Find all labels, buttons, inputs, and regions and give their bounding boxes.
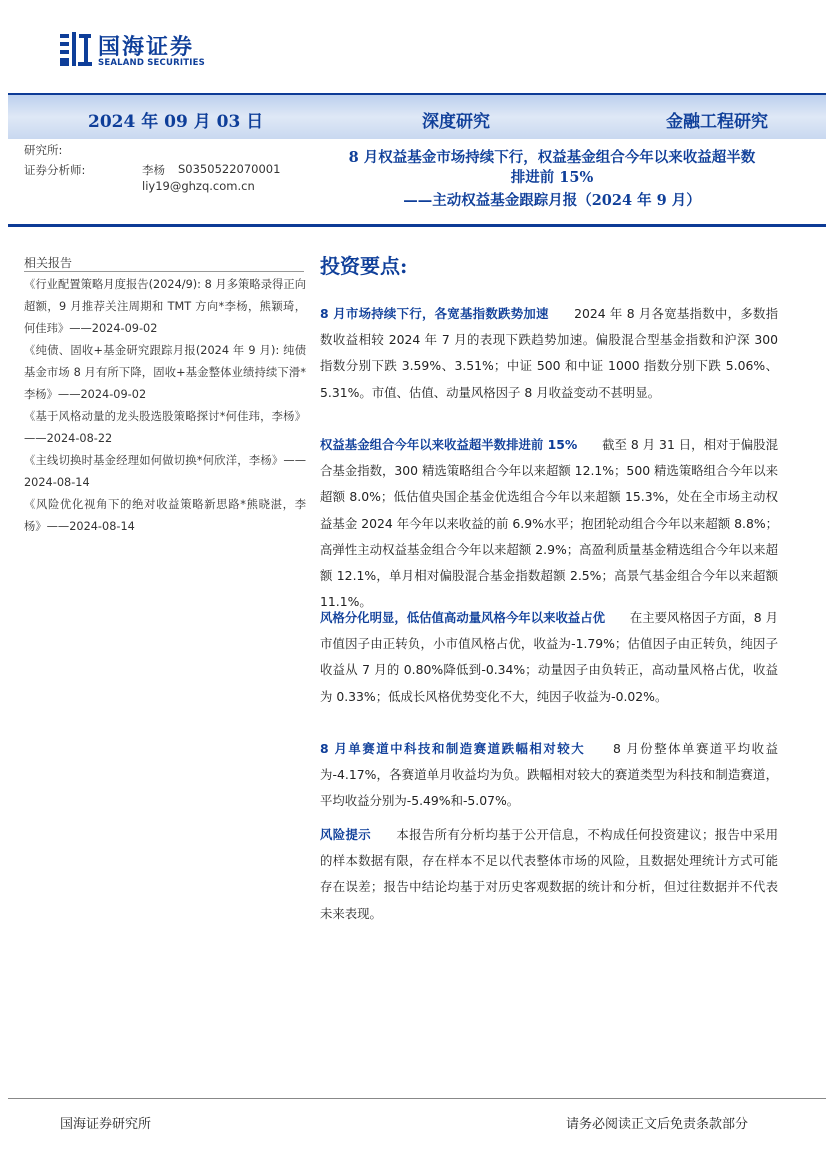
report-date: 2024 年 09 月 03 日 [88,112,264,132]
key-point-lead: 8 月市场持续下行，各宽基指数跌势加速 [320,306,549,321]
footer-institute: 国海证券研究所 [60,1117,152,1132]
related-report-item[interactable]: 《基于风格动量的龙头股选股策略探讨*何佳玮，李杨》——2024-08-22 [24,410,306,445]
footer-divider [8,1098,826,1099]
related-report-item[interactable]: 《行业配置策略月度报告(2024/9): 8 月多策略录得正向超额，9 月推荐关注周期和 TMT 方向*李杨，熊颖琦，何佳玮》——2024-09-02 [24,278,306,335]
related-reports-heading: 相关报告 [24,256,73,270]
key-point-body: 8 月份整体单赛道平均收益为-4.17%，各赛道单月收益均为负。跌幅相对较大的赛道类型为科技和制造赛道，平均收益分别为-5.49%和-5.07%。 [320,741,778,809]
section-title: 投资要点: [320,254,408,278]
key-point-lead: 风格分化明显，低估值高动量风格今年以来收益占优 [320,610,606,625]
analyst-license: S0350522070001 [178,162,281,176]
related-report-item[interactable]: 《风险优化视角下的绝对收益策略新思路*熊晓湛，李杨》——2024-08-14 [24,498,306,533]
report-subtitle: ——主动权益基金跟踪月报（2024 年 9 月） [403,192,701,209]
report-title-line1: 8 月权益基金市场持续下行，权益基金组合今年以来收益超半数 [348,149,756,166]
report-type: 深度研究 [422,112,490,132]
related-report-item[interactable]: 《纯债、固收+基金研究跟踪月报(2024 年 9 月): 纯债基金市场 8 月有所下降，固收+基金整体业绩持续下滑*李杨》——2024-09-02 [24,344,306,401]
key-point-paragraph [320,605,778,710]
risk-warning-body: 本报告所有分析均基于公开信息，不构成任何投资建议；报告中采用的样本数据有限，存在样本不足以代表整体市场的风险，且数据处理统计方式可能存在误差；报告中结论均基于对历史客观数据的统计和分析，但过往数据并不代表未来表现。 [320,827,779,921]
key-point-paragraph [320,432,778,615]
key-point-paragraph [320,736,778,815]
brand-name-cn: 国海证券 [98,35,195,60]
key-point-lead: 8 月单赛道中科技和制造赛道跌幅相对较大 [320,741,586,756]
related-reports-divider [24,271,304,272]
header-divider [8,224,826,227]
key-point-body: 截至 8 月 31 日，相对于偏股混合基金指数，300 精选策略组合今年以来超额 12.1%；500 精选策略组合今年以来超额 8.0%；低估值央国企基金优选组合今年以来超额 15.3%，处在全市场主动权益基金 2024 年今年以来收益的前 6.9%水平；抱团轮动组合今年以来超额 8.8%；高弹性主动权益基金组合今年以来超额 2.9%；高盈利质量基金精选组合今年以来超额 12.1%，单月相对偏股混合基金指数超额 2.5%；高景气基金组合今年以来超额 11.1%。 [320,437,778,610]
key-point-body: 2024 年 8 月各宽基指数中，多数指数收益相较 2024 年 7 月的表现下跌趋势加速。偏股混合型基金指数和沪深 300 指数分别下跌 3.59%、3.51%；中证 500 和中证 1000 指数分别下跌 5.06%、5.31%。市值、估值、动量风格因子 8 月收益变动不甚明显。 [320,306,779,400]
brand-name-en: SEALAND SECURITIES [98,58,205,68]
analyst-name: 李杨 [142,163,165,177]
key-point-paragraph [320,301,778,406]
key-point-body: 在主要风格因子方面，8 月市值因子由正转负，小市值风格占优，收益为-1.79%；估值因子由正转负，纯因子收益从 7 月的 0.80%降低到-0.34%；动量因子由负转正，高动量风格占优，收益为 0.33%；低成长风格优势变化不大，纯因子收益为-0.02%。 [320,610,779,704]
sealand-logo-icon [58,30,94,70]
risk-warning-paragraph [320,822,778,927]
report-category: 金融工程研究 [666,112,768,132]
related-reports-list [24,274,306,538]
institute-label: 研究所: [24,143,63,157]
risk-warning-lead: 风险提示 [320,827,371,842]
footer-disclaimer-note: 请务必阅读正文后免责条款部分 [566,1117,749,1132]
analyst-label: 证券分析师: [24,163,86,177]
key-point-lead: 权益基金组合今年以来收益超半数排进前 15% [320,437,578,452]
analyst-email[interactable]: liy19@ghzq.com.cn [142,179,255,193]
brand-logo [58,30,218,70]
related-report-item[interactable]: 《主线切换时基金经理如何做切换*何欣洋，李杨》——2024-08-14 [24,454,306,489]
report-title-line2: 排进前 15% [510,169,594,186]
header-band [8,93,826,139]
